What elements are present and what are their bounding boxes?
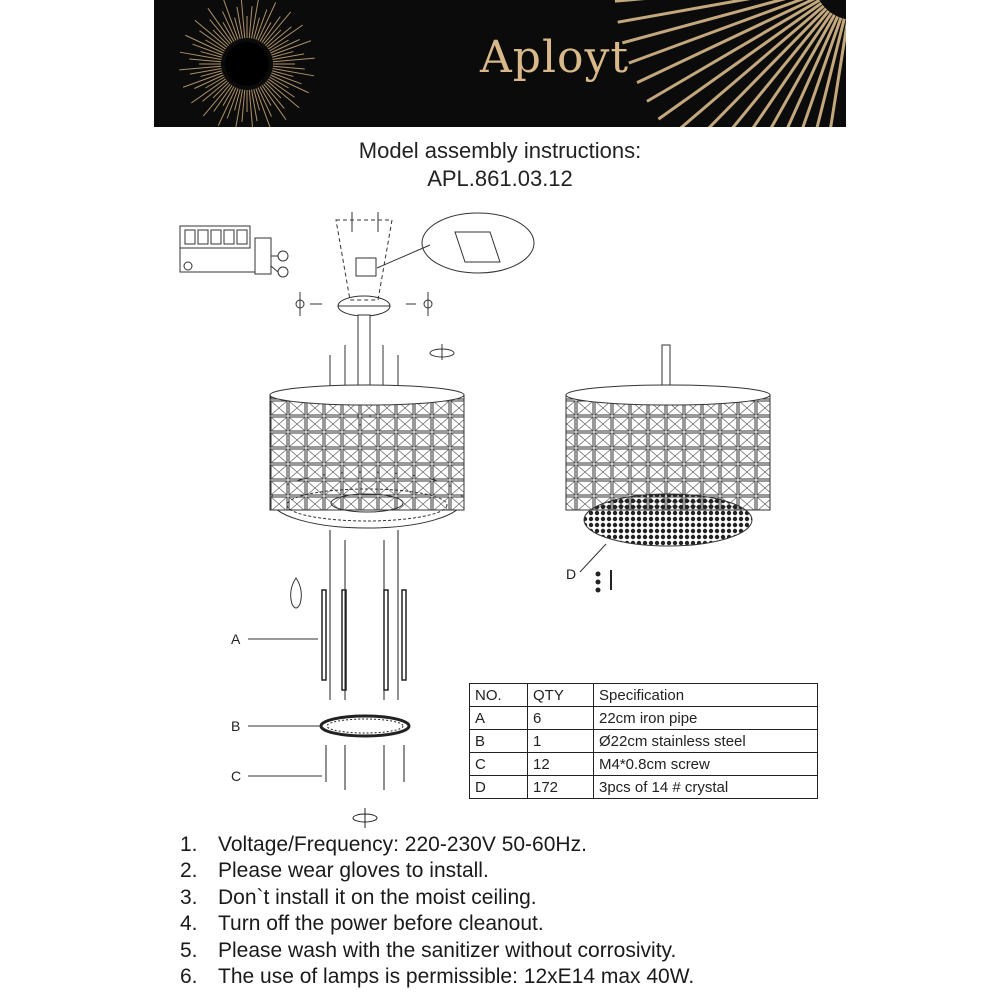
column-header-qty: QTY [528, 684, 594, 707]
part-label-c: C [231, 768, 242, 784]
list-item [180, 938, 694, 964]
brand-banner [154, 0, 846, 127]
list-item [180, 858, 694, 884]
wiring-diagram [180, 226, 288, 277]
table-cell: 22cm iron pipe [594, 707, 818, 730]
part-label-d: D [566, 566, 577, 582]
table-cell: 6 [528, 707, 594, 730]
table-cell: 172 [528, 776, 594, 799]
table-cell: Ø22cm stainless steel [594, 730, 818, 753]
list-item-text: Please wash with the sanitizer without corrosivity. [218, 938, 677, 962]
list-item-text: Please wear gloves to install. [218, 859, 489, 883]
part-label-a: A [231, 631, 241, 647]
sun-logo-icon [225, 42, 269, 86]
list-item-text: Turn off the power before cleanout. [218, 912, 544, 936]
list-item-text: The use of lamps is permissible: 12xE14 max 40W. [218, 965, 695, 989]
column-header-no: NO. [470, 684, 528, 707]
part-label-b: B [231, 718, 241, 734]
chandelier-assembled-view [566, 345, 770, 546]
list-item-number: 4. [180, 912, 198, 936]
list-item [180, 885, 694, 911]
page-title: Model assembly instructions: [358, 138, 642, 163]
table-cell: A [470, 707, 528, 730]
list-item [180, 832, 694, 858]
safety-notes-list [180, 832, 694, 990]
screws [326, 745, 404, 828]
list-item-number: 5. [180, 938, 198, 962]
list-item-number: 1. [180, 833, 198, 856]
ceiling-mount [296, 212, 534, 360]
model-number: APL.861.03.12 [427, 166, 573, 191]
column-header-specification: Specification [594, 684, 818, 707]
table-cell: B [470, 730, 528, 753]
brand-logo-text: Aployt [480, 32, 630, 83]
list-item [180, 911, 694, 937]
light-bulb-icon [291, 578, 302, 608]
list-item-number: 3. [180, 885, 198, 909]
chandelier-exploded-view [270, 385, 464, 528]
iron-pipes [322, 530, 406, 700]
table-row [470, 776, 818, 799]
table-cell: M4*0.8cm screw [594, 753, 818, 776]
list-item-text: Voltage/Frequency: 220-230V 50-60Hz. [218, 833, 587, 856]
table-cell: 12 [528, 753, 594, 776]
list-item-number: 6. [180, 965, 198, 989]
list-item-text: Don`t install it on the moist ceiling. [218, 885, 537, 909]
crystal-icon [596, 570, 613, 593]
list-item-number: 2. [180, 859, 198, 883]
table-header-row [470, 684, 818, 707]
parts-table [469, 683, 818, 799]
table-cell: D [470, 776, 528, 799]
list-item [180, 964, 694, 990]
table-cell: 3pcs of 14 # crystal [594, 776, 818, 799]
table-row [470, 730, 818, 753]
table-row [470, 707, 818, 730]
steel-ring [321, 716, 409, 736]
table-cell: 1 [528, 730, 594, 753]
table-row [470, 753, 818, 776]
table-cell: C [470, 753, 528, 776]
